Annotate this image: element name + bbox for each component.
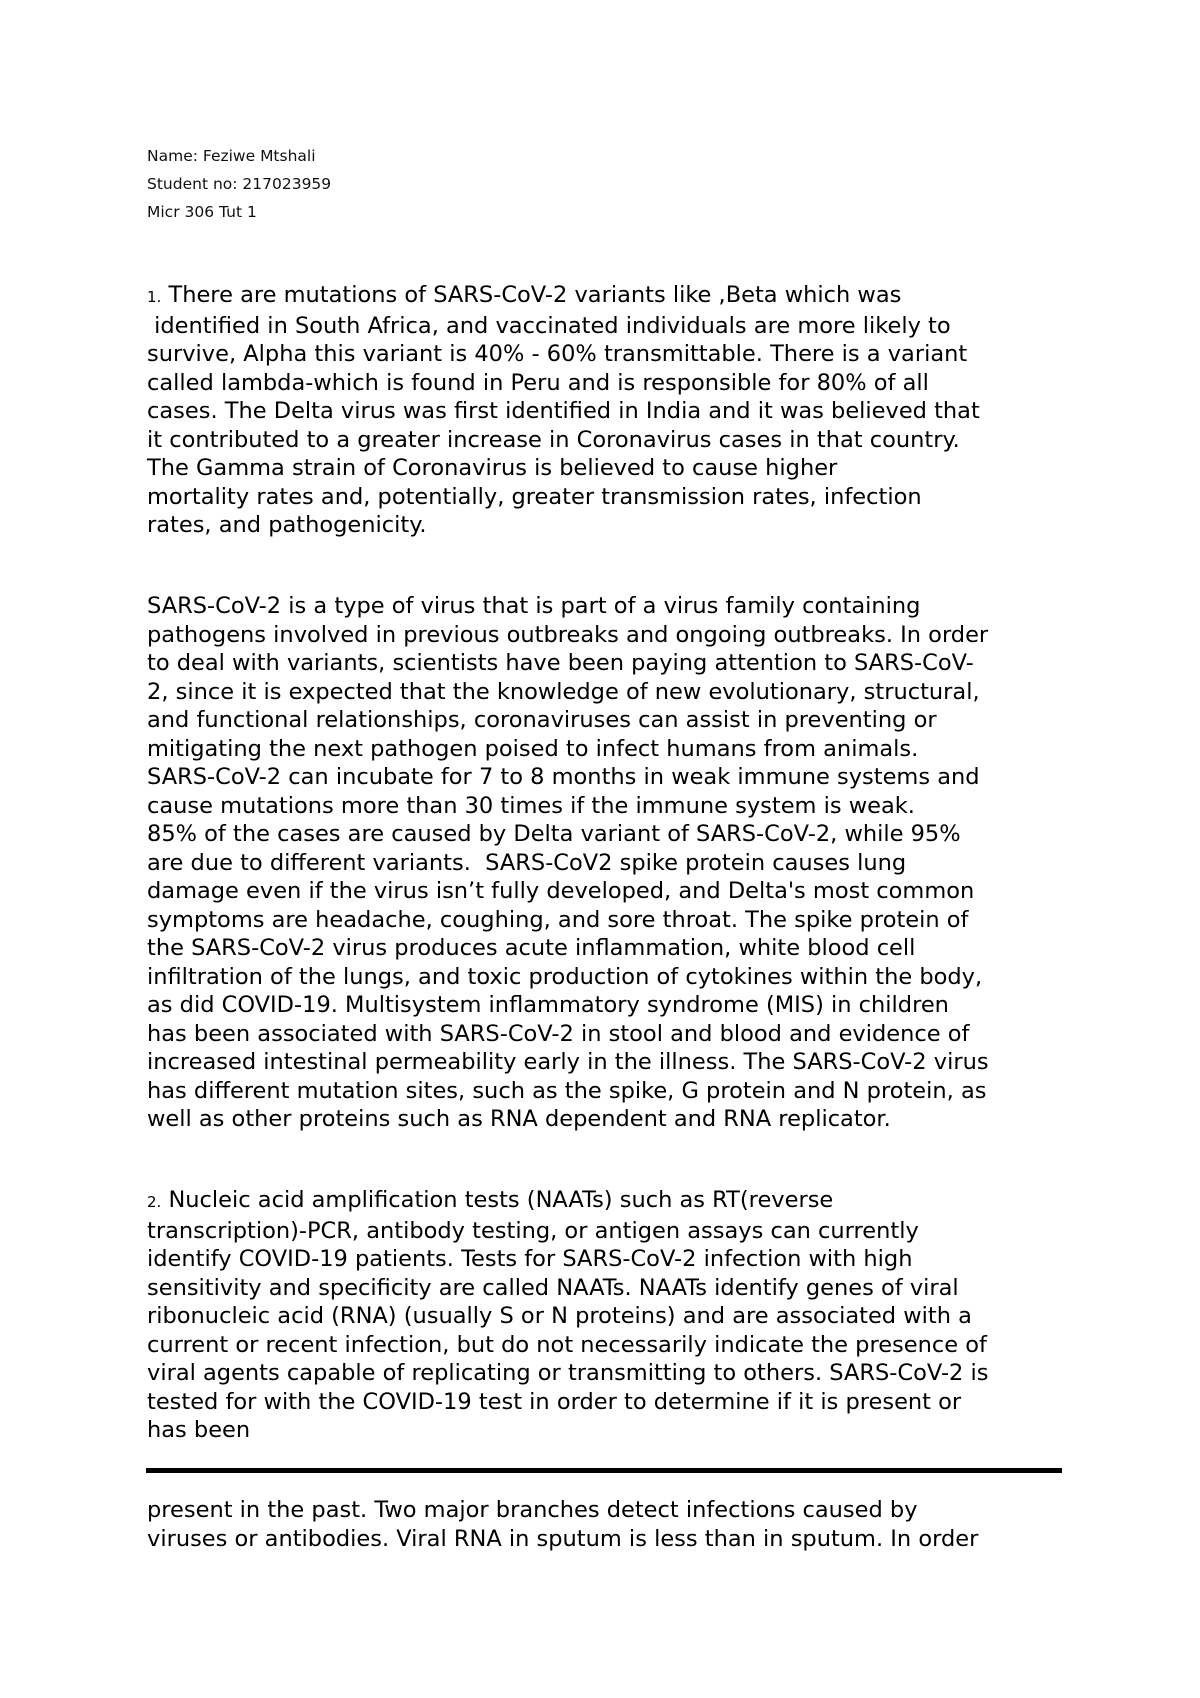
text-line: as did COVID-19. Multisystem inflammatory syndrome (MIS) in children <box>147 992 949 1018</box>
text-line: has been <box>147 1417 251 1443</box>
text-line: mitigating the next pathogen poised to infect humans from animals. <box>147 735 919 762</box>
text-line: cases. The Delta virus was first identified in India and it was believed that <box>147 398 980 424</box>
text-line: pathogens involved in previous outbreaks and ongoing outbreaks. In order <box>147 621 989 648</box>
answer-1-continuation-paragraph <box>147 592 1077 1134</box>
text-line: cause mutations more than 30 times if the immune system is weak. <box>147 792 915 819</box>
text-line: called lambda-which is found in Peru and is responsible for 80% of all <box>147 369 929 396</box>
text-line: identified in South Africa, and vaccinated individuals are more likely to <box>147 312 951 339</box>
text-line: it contributed to a greater increase in Coronavirus cases in that country. <box>147 426 960 453</box>
text-line: rates, and pathogenicity. <box>147 512 427 538</box>
text-line: current or recent infection, but do not necessarily indicate the presence of <box>147 1331 987 1358</box>
text-line: has different mutation sites, such as the spike, G protein and N protein, as <box>147 1077 987 1104</box>
student-header <box>147 142 331 226</box>
answer-1-paragraph <box>147 281 1077 540</box>
text-line: There are mutations of SARS-CoV-2 variants like ,Beta which was <box>161 282 902 308</box>
text-line: 85% of the cases are caused by Delta variant of SARS-CoV-2, while 95% <box>147 821 961 847</box>
text-line: mortality rates and, potentially, greater transmission rates, infection <box>147 483 922 510</box>
answer-2-continuation-paragraph <box>147 1496 1077 1553</box>
page-break-divider <box>146 1468 1062 1473</box>
text-line: Nucleic acid amplification tests (NAATs) such as RT(reverse <box>161 1187 834 1213</box>
text-line: to deal with variants, scientists have been paying attention to SARS-CoV- <box>147 650 974 676</box>
text-line: symptoms are headache, coughing, and sore throat. The spike protein of <box>147 906 969 933</box>
text-line: 2, since it is expected that the knowledge of new evolutionary, structural, <box>147 678 980 705</box>
text-line: the SARS-CoV-2 virus produces acute inflammation, white blood cell <box>147 935 916 961</box>
course-code: Micr 306 Tut 1 <box>147 203 257 221</box>
text-line: tested for with the COVID-19 test in order to determine if it is present or <box>147 1388 962 1415</box>
question-number-1: 1. <box>147 288 162 306</box>
text-line: SARS-CoV-2 can incubate for 7 to 8 months in weak immune systems and <box>147 764 980 790</box>
text-line: present in the past. Two major branches detect infections caused by <box>147 1497 918 1523</box>
text-line: The Gamma strain of Coronavirus is believed to cause higher <box>147 455 838 481</box>
student-name: Name: Feziwe Mtshali <box>147 147 316 165</box>
text-line: ribonucleic acid (RNA) (usually S or N proteins) and are associated with a <box>147 1303 972 1329</box>
text-line: survive, Alpha this variant is 40% - 60% transmittable. There is a variant <box>147 341 968 367</box>
text-line: are due to different variants. SARS-CoV2 spike protein causes lung <box>147 849 907 876</box>
text-line: sensitivity and specificity are called NAATs. NAATs identify genes of viral <box>147 1274 959 1301</box>
text-line: SARS-CoV-2 is a type of virus that is part of a virus family containing <box>147 593 921 619</box>
text-line: increased intestinal permeability early in the illness. The SARS-CoV-2 virus <box>147 1049 989 1075</box>
text-line: viruses or antibodies. Viral RNA in sputum is less than in sputum. In order <box>147 1525 979 1552</box>
question-number-2: 2. <box>147 1193 162 1211</box>
text-line: has been associated with SARS-CoV-2 in stool and blood and evidence of <box>147 1020 970 1047</box>
text-line: identify COVID-19 patients. Tests for SARS-CoV-2 infection with high <box>147 1246 913 1272</box>
text-line: transcription)-PCR, antibody testing, or antigen assays can currently <box>147 1217 919 1244</box>
text-line: well as other proteins such as RNA dependent and RNA replicator. <box>147 1106 891 1132</box>
text-line: viral agents capable of replicating or transmitting to others. SARS-CoV-2 is <box>147 1360 989 1386</box>
answer-2-paragraph <box>147 1186 1077 1445</box>
text-line: infiltration of the lungs, and toxic production of cytokines within the body, <box>147 963 983 990</box>
student-number: Student no: 217023959 <box>147 175 332 193</box>
text-line: damage even if the virus isn’t fully developed, and Delta's most common <box>147 878 975 904</box>
text-line: and functional relationships, coronaviruses can assist in preventing or <box>147 707 937 733</box>
